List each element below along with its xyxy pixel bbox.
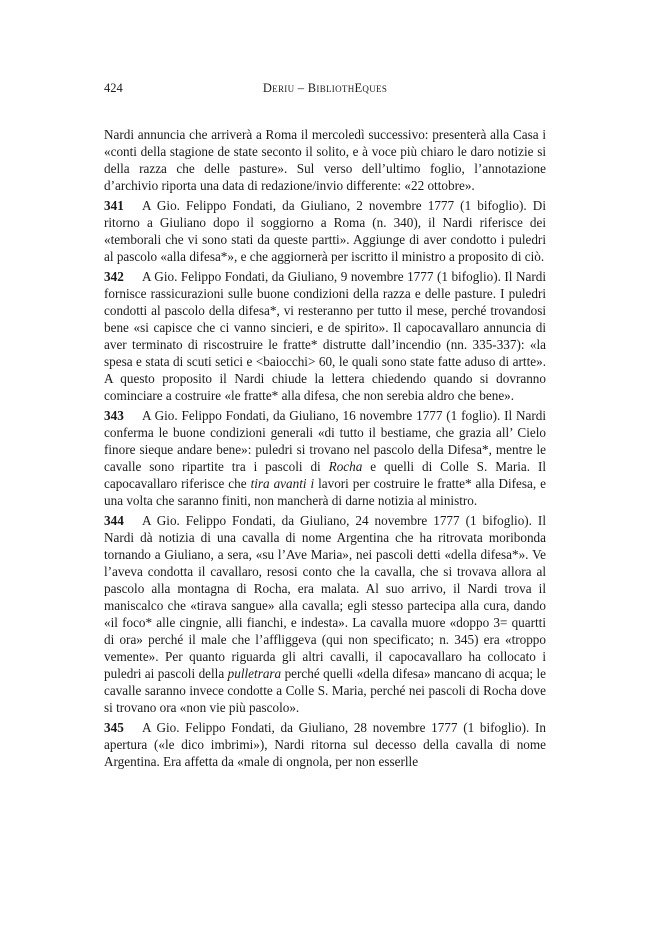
entry-number: 342 xyxy=(104,269,124,284)
entry-text: A Gio. Felippo Fondati, da Giuliano, 9 novembre 1777 (1 bifoglio). Il Nardi fornisce rassicurazioni sulle buone condizioni della razza e delle pasture. I puledri condotti al pascolo della difesa*, vi resteranno per tutto il mese, perché trovandosi bene «si capisce che ci vanno sincieri, e de spirito». Il capocavallaro annuncia di aver terminato di riscostruire le fratte* distrutte dall’incendio (nn. 335-337): «la spesa e stata di scuti setici e <baiocchi> 60, le quali sono state fatte aduso di artte». A questo proposito il Nardi chiude la lettera chiedendo quando si dovranno cominciare a costruire «le fratte* alla difesa, che non serebia aldro che bene». xyxy=(104,269,546,403)
entry-number: 343 xyxy=(104,408,124,423)
entry-343 xyxy=(104,407,546,509)
body-text xyxy=(104,126,546,773)
entry-text: lavori per costruire le fratte* alla Difesa, e una volta che saranno finiti, non mancherà di darne notizia al ministro. xyxy=(104,476,546,508)
entry-text: e quelli di Colle S. Maria. Il capocavallaro riferisce che xyxy=(104,459,546,491)
entry-text: perché quelli «della difesa» mancano di acqua; le cavalle saranno invece condotte a Colle S. Maria, perché nei pascoli di Rocha dove si trovano ora «non vie più pascolo». xyxy=(104,666,546,715)
entry-342 xyxy=(104,268,546,404)
entry-number: 341 xyxy=(104,198,124,213)
entry-number: 345 xyxy=(104,720,124,735)
entry-345 xyxy=(104,719,546,770)
entry-text: A Gio. Felippo Fondati, da Giuliano, 28 novembre 1777 (1 bifoglio). In apertura («le dico imbrimi»), Nardi ritorna sul decesso della cavalla di nome Argentina. Era affetta da «male di ongnola, per non esserlle xyxy=(104,720,546,769)
entry-344 xyxy=(104,512,546,716)
entry-text: A Gio. Felippo Fondati, da Giuliano, 16 novembre 1777 (1 foglio). Il Nardi conferma le buone condizioni generali «di tutto il bestiame, che grazia all’ Cielo finore sieque andare bene»: puledri si trovano nel pascolo della Difesa*, mentre le cavalle sono ripartite tra i pascoli di xyxy=(104,408,546,474)
italic-term: pulletrara xyxy=(227,666,282,681)
entry-341 xyxy=(104,197,546,265)
intro-paragraph: Nardi annuncia che arriverà a Roma il mercoledì successivo: presenterà alla Casa i «conti della stagione de state seconto il solito, e à voce più chiaro le daro notizie si della razza che delle pasture». Sul verso dell’ultimo foglio, l’annotazione d’archivio riporta una data di redazione/invio differente: «22 ottobre». xyxy=(104,127,546,193)
page-header xyxy=(104,80,546,96)
page-number: 424 xyxy=(104,81,123,95)
entry-number: 344 xyxy=(104,513,124,528)
italic-term: tira avanti i xyxy=(250,476,315,491)
entry-text: A Gio. Felippo Fondati, da Giuliano, 2 novembre 1777 (1 bifoglio). Di ritorno a Giuliano dopo il soggiorno a Roma (n. 340), il Nardi riferisce dei «temborali che vi sono stati da queste partti». Aggiunge di aver condotto i puledri al pascolo «alla difesa*», e che aggiornerà per iscritto il ministro a proposito di ciò. xyxy=(104,198,546,264)
running-head: Deriu – BibliothEques xyxy=(262,81,388,95)
italic-term: Rocha xyxy=(328,459,363,474)
entry-text: A Gio. Felippo Fondati, da Giuliano, 24 novembre 1777 (1 bifoglio). Il Nardi dà notizia di una cavalla di nome Argentina che ha ritrovata moribonda tornando a Giuliano, a sera, «su l’Ave Maria», nei pascoli detti «della difesa*». Ve l’aveva condotta il cavallaro, resosi conto che la cavalla, che si trovava allora al pascolo alla montagna di Rocha, era malata. Al suo arrivo, il Nardi trova il maniscalco che «tirava sangue» alla cavalla; egli stesso partecipa alla cura, dando «il foco* alle cingnie, alli fianchi, e indesta». La cavalla muore «doppo 3= quartti di ora» perché il male che l’affliggeva (qui non specificato; n. 345) era «troppo vemente». Per quanto riguarda gli altri cavalli, il capocavallaro ha collocato i puledri ai pascoli della xyxy=(104,513,546,681)
